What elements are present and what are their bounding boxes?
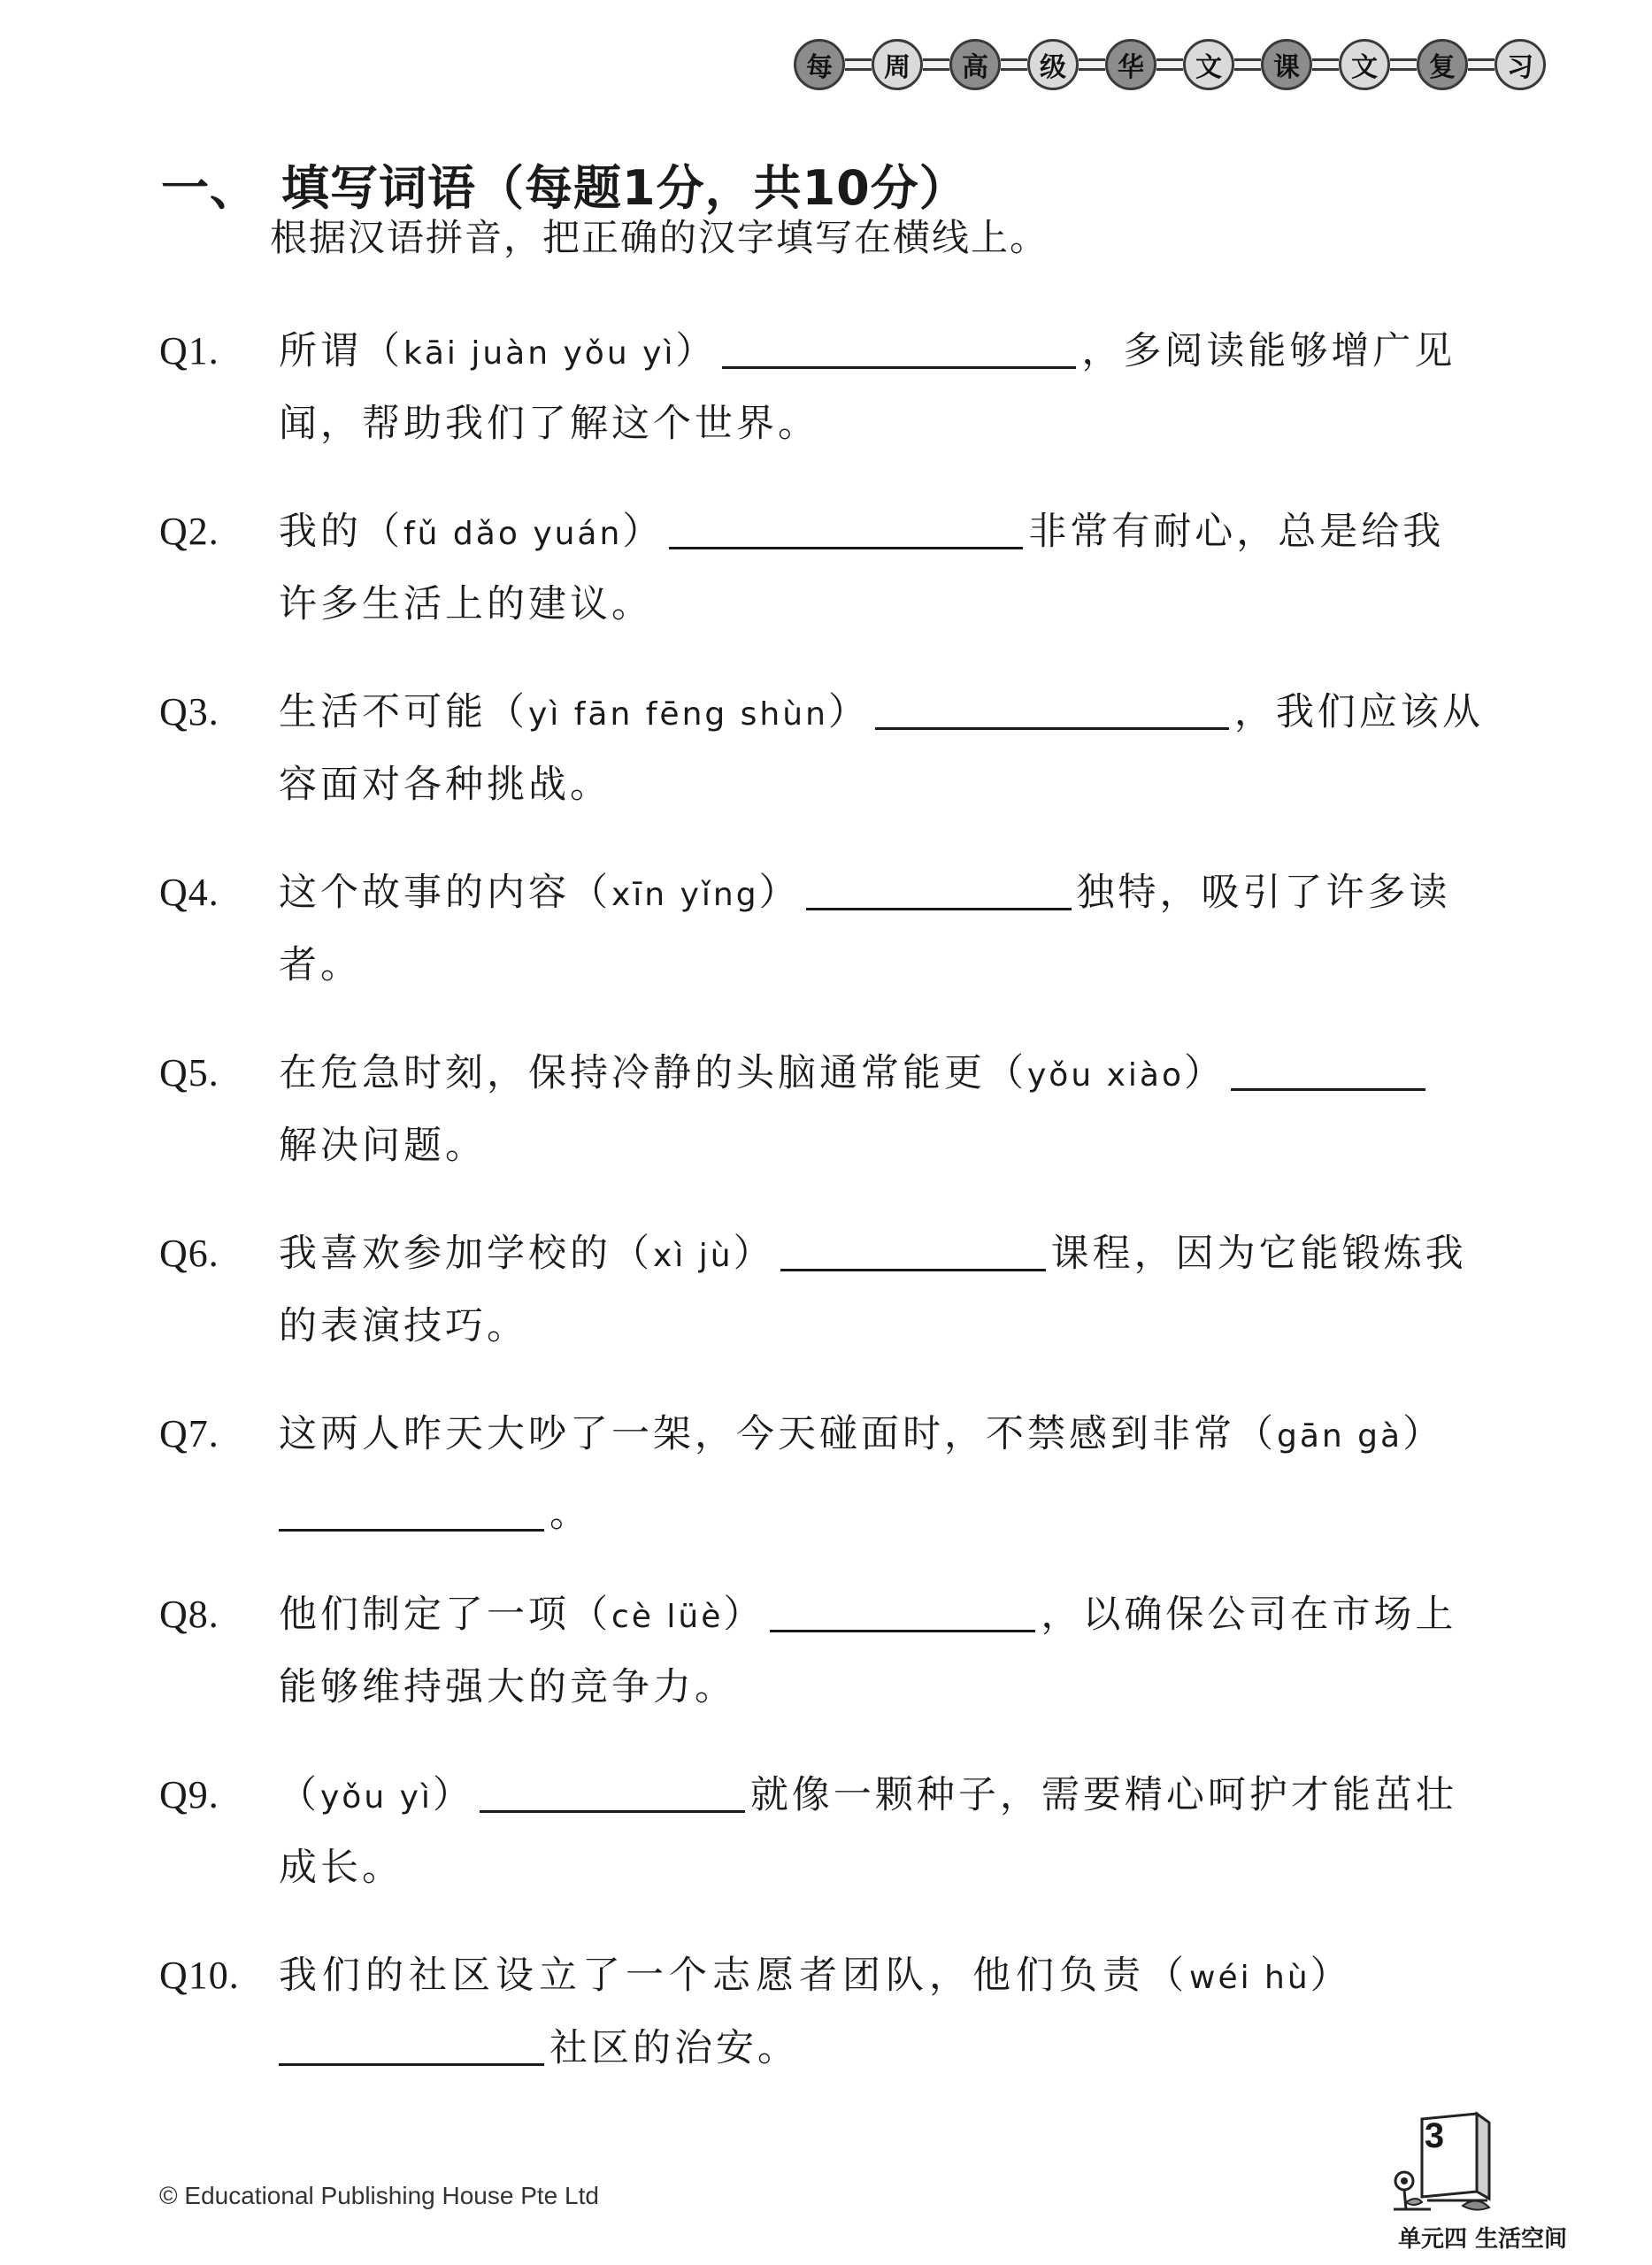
pinyin-hint: kāi juàn yǒu yì	[403, 335, 676, 372]
pinyin-hint: yǒu yì	[320, 1779, 433, 1816]
bead-connector	[1234, 58, 1261, 71]
bead-connector	[845, 58, 872, 71]
question-text-line2: 。	[549, 1492, 591, 1536]
pinyin-hint: xì jù	[653, 1238, 734, 1274]
answer-blank[interactable]	[875, 687, 1229, 730]
answer-blank[interactable]	[722, 326, 1076, 369]
pinyin-hint: fǔ dǎo yuán	[403, 516, 623, 552]
question-label: Q2.	[159, 510, 219, 553]
question-text: （	[279, 1773, 320, 1817]
question-text: 他们制定了一项（	[279, 1593, 611, 1637]
question-label: Q6.	[159, 1232, 219, 1275]
answer-blank[interactable]	[669, 506, 1023, 549]
header-bead: 复	[1417, 39, 1468, 90]
pinyin-hint: yǒu xiào	[1027, 1057, 1184, 1094]
question-text: ，多阅读能够增广见	[1081, 329, 1456, 373]
header-bead: 高	[949, 39, 1001, 90]
bead-connector	[1390, 58, 1417, 71]
question-text-line2: 的表演技巧。	[279, 1304, 528, 1348]
bead-connector	[1312, 58, 1339, 71]
question-text: 所谓（	[279, 329, 403, 373]
paren-close: ）	[1310, 1954, 1354, 1998]
paren-close: ）	[432, 1773, 474, 1817]
paren-close: ）	[1402, 1412, 1445, 1456]
question-text: ，我们应该从	[1233, 690, 1484, 734]
section-instruction: 根据汉语拼音，把正确的汉字填写在横线上。	[270, 216, 1049, 259]
paren-close: ）	[723, 1593, 765, 1637]
pinyin-hint: xīn yǐng	[611, 877, 759, 913]
paren-close: ）	[827, 690, 870, 734]
question-label: Q10.	[159, 1954, 240, 1997]
question-4	[159, 856, 1548, 1002]
question-10	[159, 1939, 1548, 2085]
question-text: 我们的社区设立了一个志愿者团队，他们负责（	[279, 1954, 1189, 1998]
question-6	[159, 1217, 1548, 1363]
question-9	[159, 1759, 1548, 1904]
header-bead: 文	[1183, 39, 1234, 90]
question-label: Q9.	[159, 1773, 219, 1816]
bead-connector	[1001, 58, 1027, 71]
answer-blank[interactable]	[806, 867, 1072, 910]
question-8	[159, 1578, 1548, 1724]
answer-blank[interactable]	[770, 1589, 1035, 1632]
paren-close: ）	[622, 510, 665, 554]
question-text: 生活不可能（	[279, 690, 528, 734]
question-text: 独特，吸引了许多读	[1076, 871, 1451, 915]
question-text-line2: 社区的治安。	[549, 2026, 799, 2070]
header-bead: 课	[1261, 39, 1312, 90]
paren-close: ）	[1183, 1051, 1226, 1095]
question-label: Q8.	[159, 1593, 219, 1636]
question-text-line2: 容面对各种挑战。	[279, 763, 611, 807]
paren-close: ）	[675, 329, 718, 373]
answer-blank[interactable]	[279, 1488, 544, 1532]
section-title-text: 填写词语（每题1分，共10分）	[281, 160, 968, 216]
bead-connector	[1079, 58, 1105, 71]
question-text: 这个故事的内容（	[279, 871, 611, 915]
question-text: ，以确保公司在市场上	[1041, 1593, 1457, 1637]
question-1	[159, 315, 1548, 460]
paren-close: ）	[758, 871, 801, 915]
question-text-line2: 成长。	[279, 1846, 403, 1890]
question-text-line2: 者。	[279, 943, 362, 987]
pinyin-hint: yì fān fēng shùn	[528, 696, 828, 733]
bead-connector	[1156, 58, 1183, 71]
question-label: Q4.	[159, 871, 219, 914]
copyright-notice: © Educational Publishing House Pte Ltd	[159, 2182, 599, 2209]
header-bead: 文	[1339, 39, 1390, 90]
question-7	[159, 1398, 1548, 1550]
question-2	[159, 495, 1548, 641]
question-text-line2: 闻，帮助我们了解这个世界。	[279, 402, 819, 446]
question-5	[159, 1037, 1548, 1182]
bead-connector	[923, 58, 949, 71]
unit-label: 单元四 生活空间	[1397, 2226, 1567, 2253]
question-text: 非常有耐心，总是给我	[1028, 510, 1445, 554]
question-text: 课程，因为它能锻炼我	[1050, 1232, 1467, 1276]
question-3	[159, 676, 1548, 821]
question-text: 在危急时刻，保持冷静的头脑通常能更（	[279, 1051, 1027, 1095]
answer-blank[interactable]	[279, 2023, 544, 2066]
bead-connector	[1468, 58, 1494, 71]
answer-blank[interactable]	[780, 1228, 1046, 1271]
section-number: 一、	[161, 160, 258, 216]
answer-blank[interactable]	[480, 1770, 745, 1813]
header-bead: 级	[1027, 39, 1079, 90]
pinyin-hint: wéi hù	[1189, 1960, 1310, 1996]
pinyin-hint: gān gà	[1277, 1418, 1403, 1455]
question-text: 就像一颗种子，需要精心呵护才能茁壮	[749, 1773, 1457, 1817]
question-label: Q7.	[159, 1412, 219, 1455]
header-bead: 习	[1494, 39, 1546, 90]
question-text: 我喜欢参加学校的（	[279, 1232, 653, 1276]
question-text: 我的（	[279, 510, 403, 554]
paren-close: ）	[733, 1232, 775, 1276]
question-text-line2: 许多生活上的建议。	[279, 582, 653, 626]
pinyin-hint: cè lüè	[611, 1599, 724, 1635]
question-label: Q3.	[159, 690, 219, 733]
question-label: Q5.	[159, 1051, 219, 1094]
header-bead: 周	[872, 39, 923, 90]
question-label: Q1.	[159, 329, 219, 372]
header-bead: 华	[1105, 39, 1156, 90]
question-text: 这两人昨天大吵了一架，今天碰面时，不禁感到非常（	[279, 1412, 1277, 1456]
answer-blank[interactable]	[1231, 1048, 1425, 1091]
header-bead: 每	[794, 39, 845, 90]
header-title-beads	[794, 39, 1546, 90]
question-text-line2: 解决问题。	[279, 1124, 487, 1168]
page-number: 3	[1424, 2116, 1445, 2155]
question-text-line2: 能够维持强大的竞争力。	[279, 1665, 736, 1709]
